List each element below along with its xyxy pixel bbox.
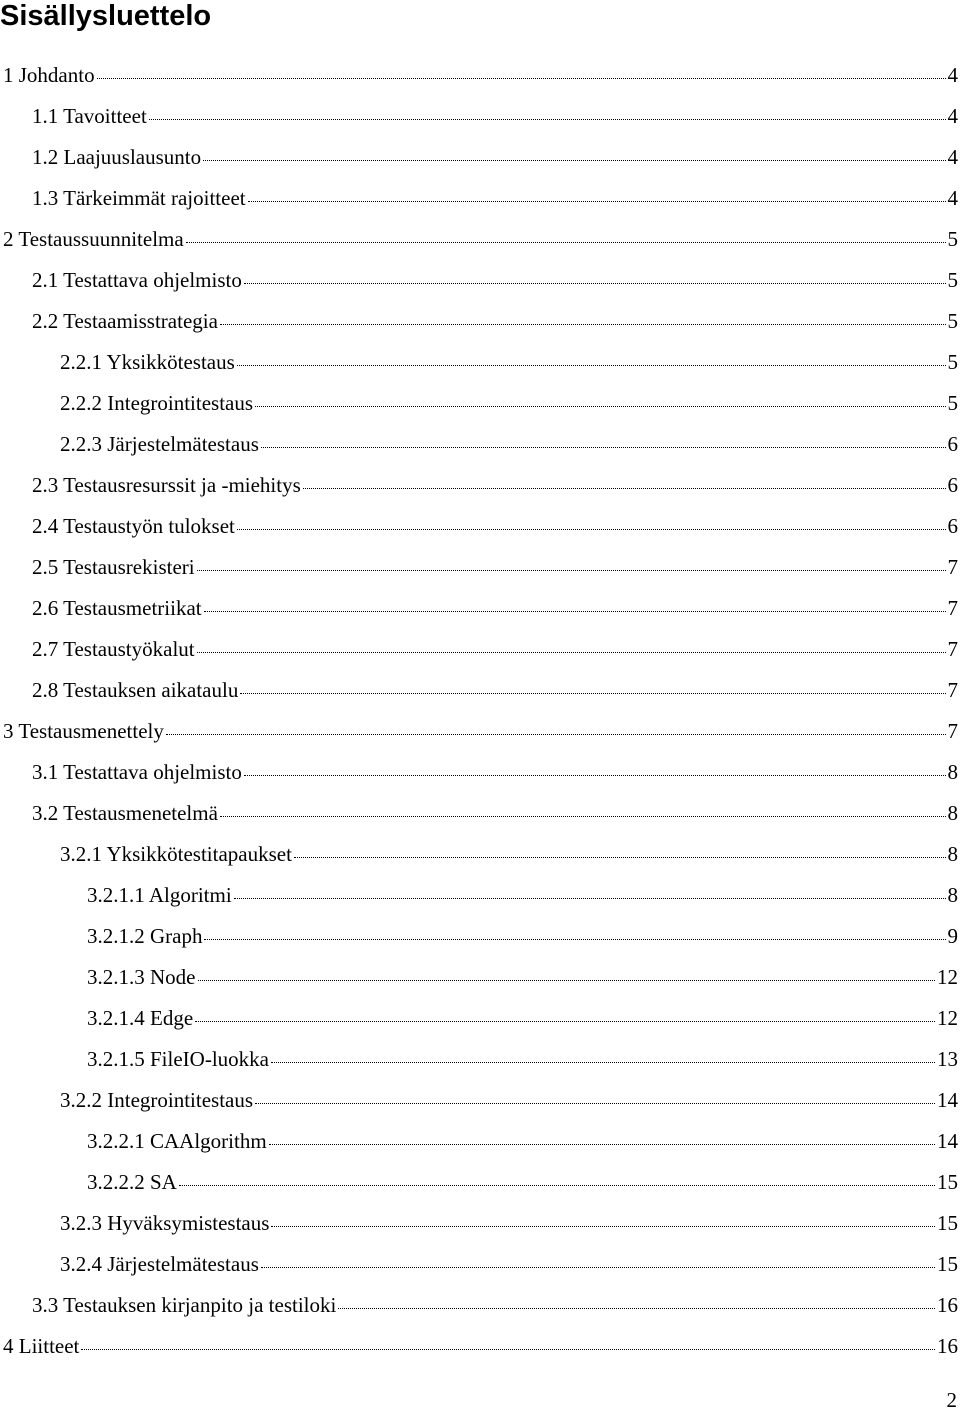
toc-entry[interactable]	[0, 137, 958, 178]
dot-leader	[97, 77, 946, 79]
toc-entry-page: 6	[947, 514, 958, 538]
toc-entry[interactable]	[0, 547, 958, 588]
page-title: Sisällysluettelo	[0, 0, 212, 32]
dot-leader	[220, 323, 946, 325]
toc-entry-title: 3.2.3 Hyväksymistestaus	[60, 1211, 270, 1235]
toc-entry-page: 5	[947, 350, 958, 374]
toc-entry-title: 3.2.1 Yksikkötestitapaukset	[60, 842, 292, 866]
dot-leader	[338, 1307, 935, 1309]
toc-entry[interactable]	[0, 916, 958, 957]
page-number: 2	[946, 1388, 957, 1412]
toc-entry-title: 3.2.4 Järjestelmätestaus	[60, 1252, 259, 1276]
dot-leader	[271, 1225, 935, 1227]
toc-entry-page: 7	[947, 637, 958, 661]
dot-leader	[303, 487, 946, 489]
toc-entry[interactable]	[0, 1326, 958, 1367]
toc-entry-title: 3.3 Testauksen kirjanpito ja testiloki	[32, 1293, 337, 1317]
toc-entry[interactable]	[0, 1039, 958, 1080]
toc-entry[interactable]	[0, 1244, 958, 1285]
toc-entry-page: 5	[947, 309, 958, 333]
dot-leader	[203, 159, 945, 161]
toc-entry-title: 2.1 Testattava ohjelmisto	[32, 268, 242, 292]
toc-entry[interactable]	[0, 342, 958, 383]
toc-entry-page: 14	[937, 1088, 958, 1112]
toc-entry-page: 4	[947, 104, 958, 128]
toc-entry[interactable]	[0, 588, 958, 629]
toc-entry[interactable]	[0, 506, 958, 547]
toc-entry-page: 5	[947, 227, 958, 251]
toc-entry-page: 4	[947, 145, 958, 169]
toc-entry[interactable]	[0, 1121, 958, 1162]
toc-entry-title: 3 Testausmenettely	[3, 719, 164, 743]
dot-leader	[237, 528, 946, 530]
toc-entry[interactable]	[0, 1203, 958, 1244]
toc-entry-title: 3.2.1.2 Graph	[87, 924, 203, 948]
dot-leader	[244, 774, 946, 776]
toc-entry-title: 2.5 Testausrekisteri	[32, 555, 195, 579]
dot-leader	[237, 364, 946, 366]
toc-entry-page: 15	[937, 1170, 958, 1194]
dot-leader	[269, 1143, 935, 1145]
toc-entry-title: 3.1 Testattava ohjelmisto	[32, 760, 242, 784]
toc-entry[interactable]	[0, 1162, 958, 1203]
dot-leader	[271, 1061, 935, 1063]
toc-entry-title: 1.3 Tärkeimmät rajoitteet	[32, 186, 246, 210]
toc-entry-title: 3.2.2.2 SA	[87, 1170, 177, 1194]
dot-leader	[255, 405, 945, 407]
toc-entry-title: 1.1 Tavoitteet	[32, 104, 147, 128]
toc-entry-page: 8	[947, 801, 958, 825]
toc-entry-page: 7	[947, 719, 958, 743]
toc-entry-page: 4	[947, 63, 958, 87]
dot-leader	[179, 1184, 935, 1186]
toc-entry-page: 7	[947, 678, 958, 702]
toc-entry-title: 2.2.3 Järjestelmätestaus	[60, 432, 259, 456]
toc-entry-title: 2.8 Testauksen aikataulu	[32, 678, 239, 702]
dot-leader	[197, 569, 946, 571]
toc-entry-page: 16	[937, 1293, 958, 1317]
toc-entry-page: 8	[947, 760, 958, 784]
toc-entry-title: 2.2.2 Integrointitestaus	[60, 391, 254, 415]
dot-leader	[244, 282, 946, 284]
toc-entry-title: 3.2.1.4 Edge	[87, 1006, 194, 1030]
dot-leader	[261, 446, 946, 448]
toc-entry[interactable]	[0, 752, 958, 793]
toc-entry[interactable]	[0, 178, 958, 219]
toc-entry-page: 8	[947, 842, 958, 866]
toc-entry-page: 5	[947, 268, 958, 292]
dot-leader	[81, 1348, 935, 1350]
toc-entry-title: 3.2.1.3 Node	[87, 965, 196, 989]
toc-entry-title: 2 Testaussuunnitelma	[3, 227, 184, 251]
toc-entry[interactable]	[0, 1285, 958, 1326]
toc-entry-page: 16	[937, 1334, 958, 1358]
toc-entry-page: 6	[947, 432, 958, 456]
dot-leader	[255, 1102, 935, 1104]
toc-entry[interactable]	[0, 875, 958, 916]
dot-leader	[234, 897, 946, 899]
toc-entry-page: 7	[947, 555, 958, 579]
toc-entry-page: 4	[947, 186, 958, 210]
toc-entry-page: 7	[947, 596, 958, 620]
dot-leader	[261, 1266, 935, 1268]
toc-entry-page: 15	[937, 1252, 958, 1276]
table-of-contents	[0, 55, 958, 1367]
toc-entry-title: 2.2.1 Yksikkötestaus	[60, 350, 235, 374]
toc-entry-title: 2.7 Testaustyökalut	[32, 637, 195, 661]
dot-leader	[166, 733, 946, 735]
toc-entry-title: 3.2.2.1 CAAlgorithm	[87, 1129, 267, 1153]
toc-entry-title: 2.6 Testausmetriikat	[32, 596, 202, 620]
toc-entry-title: 2.4 Testaustyön tulokset	[32, 514, 235, 538]
toc-entry-page: 9	[947, 924, 958, 948]
toc-entry-title: 2.2 Testaamisstrategia	[32, 309, 218, 333]
dot-leader	[195, 1020, 935, 1022]
toc-entry[interactable]	[0, 998, 958, 1039]
toc-entry[interactable]	[0, 219, 958, 260]
toc-entry-title: 3.2.1.1 Algoritmi	[87, 883, 232, 907]
toc-entry-page: 14	[937, 1129, 958, 1153]
dot-leader	[186, 241, 946, 243]
toc-entry-title: 3.2.1.5 FileIO-luokka	[87, 1047, 269, 1071]
dot-leader	[220, 815, 946, 817]
toc-entry-title: 3.2 Testausmenetelmä	[32, 801, 218, 825]
toc-entry[interactable]	[0, 711, 958, 752]
toc-entry[interactable]	[0, 424, 958, 465]
dot-leader	[204, 610, 946, 612]
toc-entry-title: 1 Johdanto	[3, 63, 95, 87]
toc-entry-page: 12	[937, 965, 958, 989]
toc-entry[interactable]	[0, 670, 958, 711]
dot-leader	[248, 200, 946, 202]
toc-entry[interactable]	[0, 793, 958, 834]
toc-entry[interactable]	[0, 834, 958, 875]
toc-entry-title: 1.2 Laajuuslausunto	[32, 145, 202, 169]
toc-entry-page: 6	[947, 473, 958, 497]
toc-entry-page: 15	[937, 1211, 958, 1235]
toc-entry[interactable]	[0, 96, 958, 137]
toc-entry[interactable]	[0, 465, 958, 506]
toc-entry[interactable]	[0, 55, 958, 96]
toc-entry[interactable]	[0, 260, 958, 301]
dot-leader	[294, 856, 946, 858]
dot-leader	[198, 979, 936, 981]
toc-entry-title: 2.3 Testausresurssit ja -miehitys	[32, 473, 301, 497]
dot-leader	[240, 692, 945, 694]
dot-leader	[149, 118, 946, 120]
toc-entry-page: 12	[937, 1006, 958, 1030]
toc-entry[interactable]	[0, 1080, 958, 1121]
toc-entry-page: 13	[937, 1047, 958, 1071]
toc-entry[interactable]	[0, 383, 958, 424]
dot-leader	[197, 651, 946, 653]
toc-entry-title: 3.2.2 Integrointitestaus	[60, 1088, 254, 1112]
toc-entry[interactable]	[0, 301, 958, 342]
toc-entry-title: 4 Liitteet	[3, 1334, 80, 1358]
dot-leader	[204, 938, 945, 940]
toc-entry[interactable]	[0, 629, 958, 670]
toc-entry-page: 8	[947, 883, 958, 907]
toc-entry-page: 5	[947, 391, 958, 415]
toc-entry[interactable]	[0, 957, 958, 998]
